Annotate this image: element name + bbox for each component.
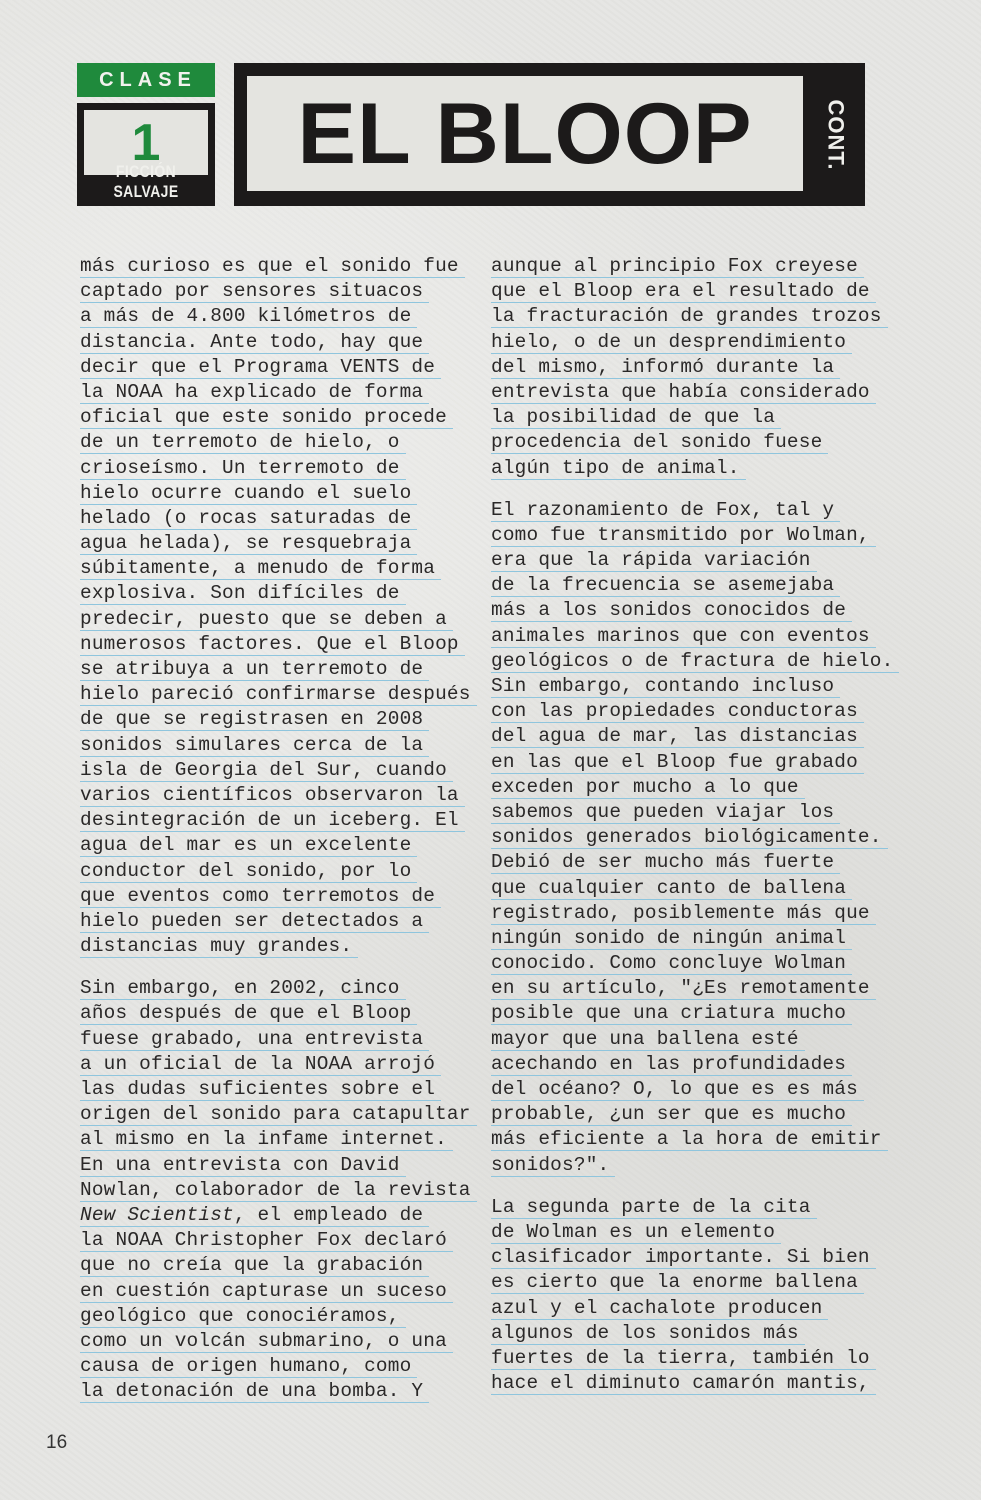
text-line-content: clasificador importante. Si bien (491, 1246, 876, 1269)
text-line (80, 1102, 475, 1127)
text-line (491, 1245, 886, 1270)
text-line-content: es cierto que la enorme ballena (491, 1271, 864, 1294)
left-column (80, 254, 475, 1421)
text-line (80, 607, 475, 632)
text-line-content: hielo, o de un desprendimiento (491, 331, 852, 354)
text-line (491, 850, 886, 875)
text-line (80, 783, 475, 808)
text-line-content: Sin embargo, en 2002, cinco (80, 977, 406, 1000)
text-line (80, 707, 475, 732)
text-line (80, 1077, 475, 1102)
continued-label-wrapper (813, 63, 857, 206)
text-line (491, 430, 886, 455)
text-line (491, 674, 886, 699)
text-line (80, 481, 475, 506)
text-line-content: aunque al principio Fox creyese (491, 255, 864, 278)
text-line-content: sabemos que pueden viajar los (491, 801, 840, 824)
text-line-content: que el Bloop era el resultado de (491, 280, 876, 303)
text-line-content: con las propiedades conductoras (491, 700, 864, 723)
class-number-box (77, 103, 215, 206)
text-line (491, 800, 886, 825)
text-line (80, 934, 475, 959)
continued-label: CONT. (823, 99, 848, 170)
text-line-content: decir que el Programa VENTS de (80, 356, 441, 379)
text-line-content: más curioso es que el sonido fue (80, 255, 465, 278)
text-line-content: que eventos como terremotos de (80, 885, 441, 908)
text-line (491, 1346, 886, 1371)
text-line (491, 1077, 886, 1102)
text-line-content: geológicos o de fractura de hielo. (491, 650, 899, 673)
text-line (80, 733, 475, 758)
text-line (80, 1354, 475, 1379)
text-line (491, 1195, 886, 1220)
text-line (491, 1052, 886, 1077)
text-line (491, 573, 886, 598)
text-line (80, 556, 475, 581)
text-line (80, 1052, 475, 1077)
text-line-content: captado por sensores situacos (80, 280, 429, 303)
text-line-content: del océano? O, lo que es es más (491, 1078, 864, 1101)
text-line-content: Nowlan, colaborador de la revista (80, 1179, 477, 1202)
text-line-content: numerosos factores. Que el Bloop (80, 633, 465, 656)
text-line-content: posible que una criatura mucho (491, 1002, 852, 1025)
text-line-content: en su artículo, "¿Es remotamente (491, 977, 876, 1000)
text-line-content: más a los sonidos conocidos de (491, 599, 852, 622)
text-line (80, 884, 475, 909)
text-line (80, 833, 475, 858)
text-line (491, 951, 886, 976)
text-line-content: mayor que una ballena esté (491, 1028, 805, 1051)
paragraph (80, 254, 475, 959)
text-line (491, 724, 886, 749)
title-frame (247, 76, 803, 191)
text-line (80, 581, 475, 606)
text-line (80, 976, 475, 1001)
text-line-content: animales marinos que con eventos (491, 625, 876, 648)
paragraph (491, 1195, 886, 1397)
text-line-content: de que se registrasen en 2008 (80, 708, 429, 731)
text-line-content: crioseísmo. Un terremoto de (80, 457, 406, 480)
text-line (80, 632, 475, 657)
text-line (80, 1203, 475, 1228)
text-line (80, 355, 475, 380)
text-line-content: distancia. Ante todo, hay que (80, 331, 429, 354)
text-line-content: agua del mar es un excelente (80, 834, 417, 857)
text-line-content: de la frecuencia se asemejaba (491, 574, 840, 597)
text-line (491, 750, 886, 775)
text-line-content: más eficiente a la hora de emitir (491, 1128, 888, 1151)
text-line-content: ningún sonido de ningún animal (491, 927, 852, 950)
text-line-content: en las que el Bloop fue grabado (491, 751, 864, 774)
text-line (491, 876, 886, 901)
text-line-content: como fue transmitido por Wolman, (491, 524, 876, 547)
text-line (491, 1296, 886, 1321)
text-line (491, 699, 886, 724)
text-line (80, 682, 475, 707)
text-line (491, 380, 886, 405)
text-line-content: predecir, puesto que se deben a (80, 608, 453, 631)
text-line (491, 598, 886, 623)
text-line (491, 1153, 886, 1178)
text-line (491, 926, 886, 951)
text-line-content: fuese grabado, una entrevista (80, 1028, 429, 1051)
text-line (491, 901, 886, 926)
text-line-content: agua helada), se resquebraja (80, 532, 417, 555)
text-line (491, 1001, 886, 1026)
text-line (80, 405, 475, 430)
text-line-content: registrado, posiblemente más que (491, 902, 876, 925)
text-line-content: Sin embargo, contando incluso (491, 675, 840, 698)
text-line-content: conocido. Como concluye Wolman (491, 952, 852, 975)
text-line-content: la NOAA ha explicado de forma (80, 381, 429, 404)
text-line (491, 825, 886, 850)
text-line-content: desintegración de un iceberg. El (80, 809, 465, 832)
text-line (80, 1228, 475, 1253)
text-line-content: la detonación de una bomba. Y (80, 1380, 429, 1403)
text-line-content: origen del sonido para catapultar (80, 1103, 477, 1126)
text-line-content: del mismo, informó durante la (491, 356, 840, 379)
text-line-content: distancias muy grandes. (80, 935, 358, 958)
text-line-content: sonidos generados biológicamente. (491, 826, 888, 849)
text-line-content: la posibilidad de que la (491, 406, 781, 429)
text-line (491, 1027, 886, 1052)
text-line-content: acechando en las profundidades (491, 1053, 852, 1076)
text-line-content: las dudas suficientes sobre el (80, 1078, 441, 1101)
text-line (491, 405, 886, 430)
text-line (491, 1127, 886, 1152)
text-line-content: de Wolman es un elemento (491, 1221, 781, 1244)
text-line (80, 909, 475, 934)
text-line (80, 304, 475, 329)
text-line-content: que cualquier canto de ballena (491, 877, 852, 900)
text-line (491, 1270, 886, 1295)
text-line-content: era que la rápida variación (491, 549, 817, 572)
text-line (80, 330, 475, 355)
text-line (80, 380, 475, 405)
paragraph (491, 498, 894, 1178)
text-line-content: años después de que el Bloop (80, 1002, 417, 1025)
text-line-content: helado (o rocas saturadas de (80, 507, 417, 530)
paragraph (491, 254, 886, 481)
text-line-content: como un volcán submarino, o una (80, 1330, 453, 1353)
text-line (80, 1304, 475, 1329)
text-line-content: oficial que este sonido procede (80, 406, 453, 429)
right-column (491, 254, 894, 1413)
text-line (80, 279, 475, 304)
text-line (491, 649, 894, 674)
text-line (491, 1220, 886, 1245)
text-line (491, 279, 886, 304)
class-subtitle: FICCIÓN SALVAJE (113, 162, 179, 201)
text-line-content: al mismo en la infame internet. (80, 1128, 453, 1151)
text-line-content: de un terremoto de hielo, o (80, 431, 406, 454)
text-line-content: la fracturación de grandes trozos (491, 305, 888, 328)
text-line (80, 1127, 475, 1152)
text-line (80, 531, 475, 556)
text-line-content: sonidos?". (491, 1154, 615, 1177)
text-line-content: causa de origen humano, como (80, 1355, 417, 1378)
text-line (80, 859, 475, 884)
text-line (491, 1102, 886, 1127)
title-block (234, 63, 865, 206)
text-line (491, 624, 886, 649)
text-line-content: del agua de mar, las distancias (491, 725, 864, 748)
text-line (491, 355, 886, 380)
text-line (80, 1329, 475, 1354)
text-line-content: hielo ocurre cuando el suelo (80, 482, 417, 505)
text-line (80, 808, 475, 833)
text-line (491, 775, 886, 800)
text-line-content: Debió de ser mucho más fuerte (491, 851, 840, 874)
text-line-content: isla de Georgia del Sur, cuando (80, 759, 453, 782)
text-line (80, 1153, 475, 1178)
text-line (80, 758, 475, 783)
text-line-content: azul y el cachalote producen (491, 1297, 828, 1320)
text-line (80, 1279, 475, 1304)
text-line-content: procedencia del sonido fuese (491, 431, 828, 454)
text-line (80, 506, 475, 531)
class-number: 1 (131, 113, 161, 172)
text-line (80, 1379, 475, 1404)
text-line-content: que no creía que la grabación (80, 1254, 429, 1277)
text-line (491, 254, 886, 279)
text-line (80, 1001, 475, 1026)
text-line (491, 523, 886, 548)
text-line-content: algunos de los sonidos más (491, 1322, 805, 1345)
text-line (80, 657, 475, 682)
class-badge (77, 63, 215, 206)
magazine-title: New Scientist (80, 1203, 234, 1226)
text-line-content: explosiva. Son difíciles de (80, 582, 406, 605)
text-line (491, 304, 886, 329)
text-line (80, 254, 475, 279)
class-label: CLASE (77, 63, 215, 97)
text-line (491, 1321, 886, 1346)
text-line (491, 548, 886, 573)
text-line-content: hielo pueden ser detectados a (80, 910, 429, 933)
text-line-content: la NOAA Christopher Fox declaró (80, 1229, 453, 1252)
text-line-content: a más de 4.800 kilómetros de (80, 305, 417, 328)
text-line-content: fuertes de la tierra, también lo (491, 1347, 876, 1370)
text-line-content: probable, ¿un ser que es mucho (491, 1103, 852, 1126)
text-line (491, 498, 886, 523)
text-line (80, 1178, 475, 1203)
text-line-rest: , el empleado de (233, 1203, 424, 1226)
text-line-content: hielo pareció confirmarse después (80, 683, 477, 706)
text-line-content: algún tipo de animal. (491, 457, 746, 480)
text-line (491, 976, 886, 1001)
text-line-content: sonidos simulares cerca de la (80, 734, 429, 757)
text-line (491, 330, 886, 355)
text-line-content: entrevista que había considerado (491, 381, 876, 404)
text-line-content: geológico que conociéramos, (80, 1305, 406, 1328)
page-number: 16 (46, 1432, 68, 1453)
text-line-content: en cuestión capturase un suceso (80, 1280, 453, 1303)
text-line-content: varios científicos observaron la (80, 784, 465, 807)
text-line-content: a un oficial de la NOAA arrojó (80, 1053, 441, 1076)
text-line-content: exceden por mucho a lo que (491, 776, 805, 799)
text-line (80, 1027, 475, 1052)
text-line-content: La segunda parte de la cita (491, 1196, 817, 1219)
text-line-content: En una entrevista con David (80, 1154, 406, 1177)
text-line-content: súbitamente, a menudo de forma (80, 557, 441, 580)
text-line-content: conductor del sonido, por lo (80, 860, 417, 883)
text-line (80, 456, 475, 481)
text-line-content: El razonamiento de Fox, tal y (491, 499, 840, 522)
page-title: EL BLOOP (297, 85, 753, 182)
text-line-content: se atribuya a un terremoto de (80, 658, 429, 681)
text-line (80, 430, 475, 455)
text-line-content: hace el diminuto camarón mantis, (491, 1372, 876, 1395)
paragraph (80, 976, 475, 1404)
text-line (491, 1371, 886, 1396)
text-line (80, 1253, 475, 1278)
text-line (491, 456, 886, 481)
